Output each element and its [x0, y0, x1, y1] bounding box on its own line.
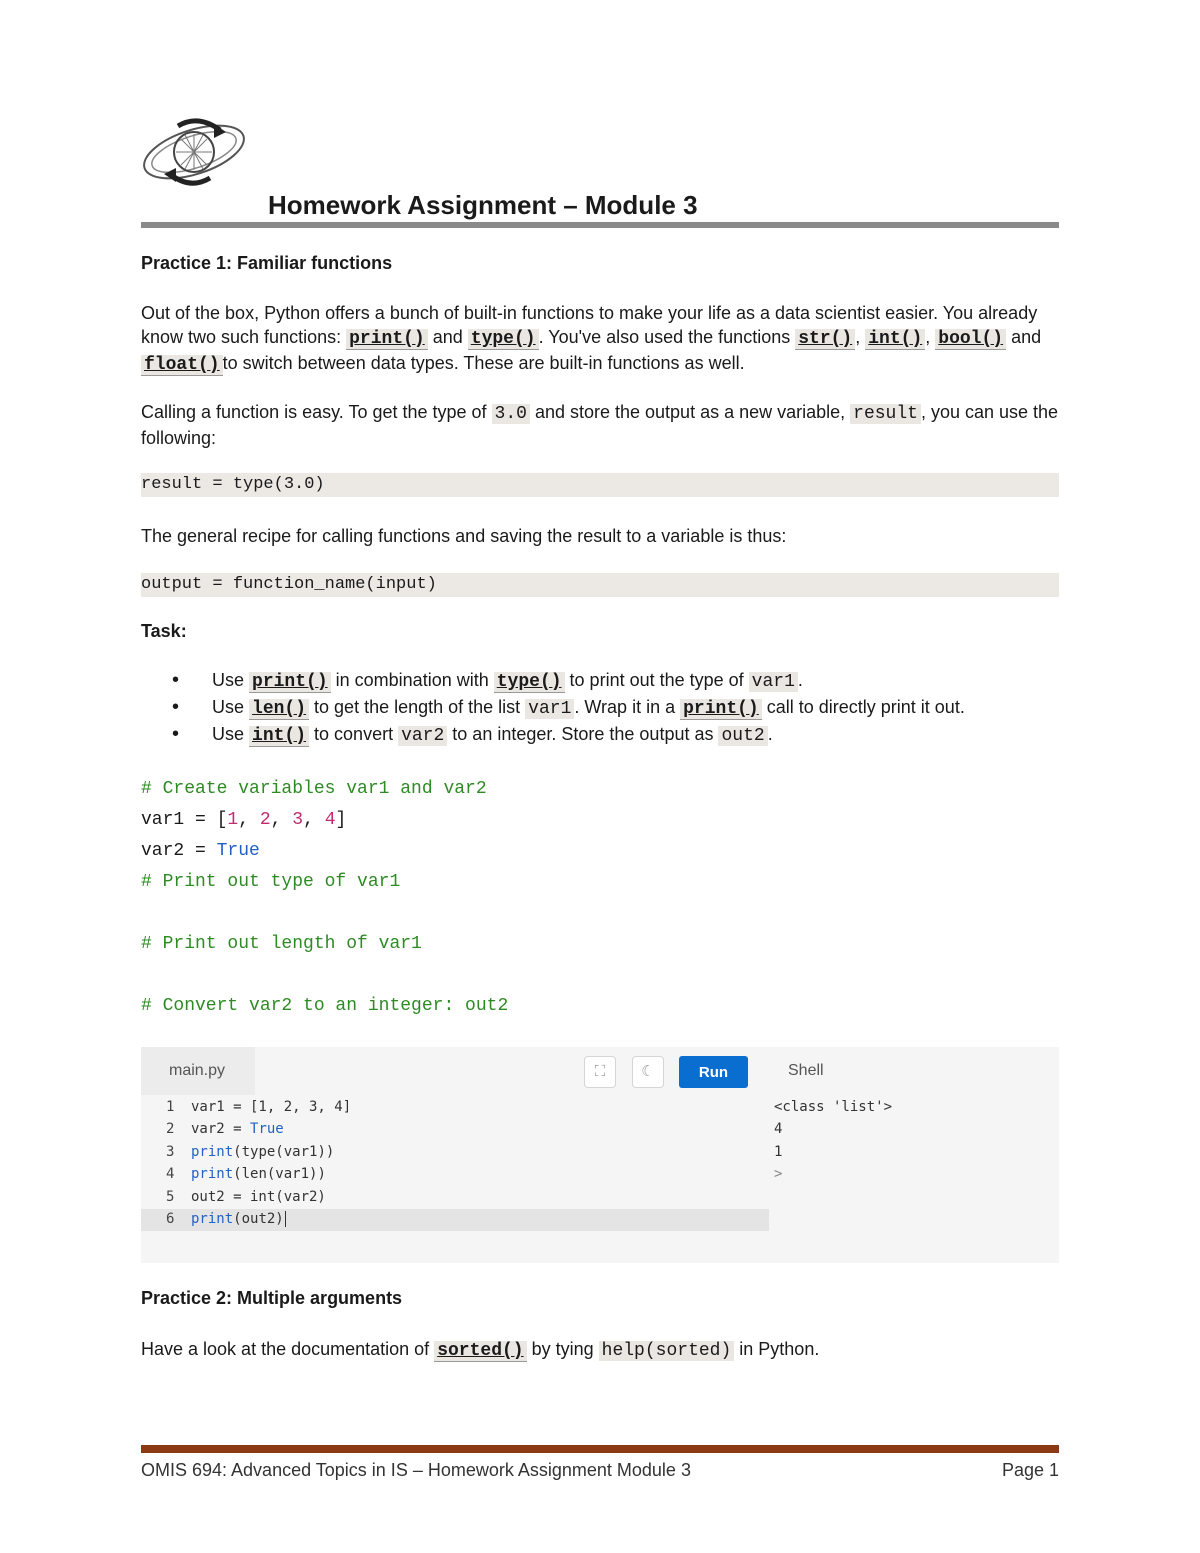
text: Calling a function is easy. To get the type of — [141, 402, 492, 422]
comment: # Create variables var1 and var2 — [141, 779, 487, 799]
comment: # Print out type of var1 — [141, 872, 401, 892]
keyword: print — [191, 1144, 234, 1160]
int-function[interactable]: int() — [249, 726, 309, 747]
text: . — [797, 670, 803, 690]
code-text: (len(var1)) — [233, 1166, 326, 1182]
code-line — [191, 1099, 351, 1115]
text: Use — [212, 724, 250, 744]
code-text: var1 = [ — [141, 810, 228, 830]
expand-icon[interactable]: ⛶ — [584, 1056, 616, 1088]
script-listing — [141, 774, 508, 1022]
text: , — [925, 327, 936, 347]
sorted-function[interactable]: sorted() — [434, 1341, 526, 1362]
task-list — [172, 668, 965, 749]
inline-code: var1 — [749, 672, 798, 692]
code-line — [191, 1166, 326, 1182]
code-text: ] — [335, 810, 347, 830]
shell-prompt[interactable]: > — [774, 1166, 783, 1182]
footer-left: OMIS 694: Advanced Topics in IS – Homework Assignment Module 3 — [141, 1460, 691, 1480]
list-item — [172, 695, 965, 722]
text: to print out the type of — [564, 670, 749, 690]
moon-icon[interactable]: ☾ — [632, 1056, 664, 1088]
code-text: , — [303, 810, 325, 830]
practice1-calling — [141, 400, 1061, 450]
practice1-intro — [141, 301, 1061, 377]
code-line — [191, 1189, 326, 1205]
text: to convert — [309, 724, 399, 744]
code-text: var2 = — [191, 1121, 251, 1137]
text: to switch between data types. These are built-in functions as well. — [222, 353, 745, 373]
text: by tying — [526, 1339, 599, 1359]
print-function[interactable]: print() — [680, 699, 762, 720]
code-text: , — [238, 810, 260, 830]
text: . You've also used the functions — [538, 327, 796, 347]
code-block-recipe: output = function_name(input) — [141, 573, 1059, 597]
practice1-heading: Practice 1: Familiar functions — [141, 253, 393, 273]
page-number: Page 1 — [1001, 1460, 1059, 1480]
line-number: 1 — [166, 1099, 175, 1115]
code-line — [191, 1211, 286, 1227]
code-text: out2 = int(var2) — [191, 1189, 326, 1205]
text: in combination with — [330, 670, 494, 690]
text: Use — [212, 697, 250, 717]
code-text: , — [270, 810, 293, 830]
run-button[interactable]: Run — [679, 1056, 748, 1088]
text: , — [855, 327, 866, 347]
comment: # Convert var2 to an integer: out2 — [141, 996, 509, 1016]
text: to get the length of the list — [309, 697, 526, 717]
task-heading: Task: — [141, 621, 187, 641]
str-function[interactable]: str() — [795, 329, 855, 350]
text: , you can use the following: — [141, 402, 1059, 448]
list-item — [172, 668, 965, 695]
inline-code: 3.0 — [492, 404, 530, 424]
practice2-text — [141, 1337, 1061, 1363]
inline-code: var1 — [525, 699, 574, 719]
keyword: True — [216, 841, 260, 861]
bool-function[interactable]: bool() — [935, 329, 1006, 350]
float-function[interactable]: float() — [141, 355, 223, 376]
text: . — [767, 724, 773, 744]
code-text: var1 = [1, 2, 3, 4] — [191, 1099, 352, 1115]
line-number: 6 — [166, 1211, 175, 1227]
print-function[interactable]: print() — [346, 329, 428, 350]
len-function[interactable]: len() — [249, 699, 309, 720]
keyword: print — [191, 1211, 234, 1227]
text: and — [427, 327, 468, 347]
line-number: 2 — [166, 1121, 175, 1137]
code-text: (type(var1)) — [233, 1144, 335, 1160]
practice2-heading: Practice 2: Multiple arguments — [141, 1288, 403, 1308]
number: 4 — [324, 810, 336, 830]
text: Use — [212, 670, 250, 690]
number: 2 — [259, 810, 271, 830]
code-line — [191, 1121, 284, 1137]
text: and store the output as a new variable, — [529, 402, 851, 422]
inline-code: var2 — [398, 726, 447, 746]
tab-main-py[interactable]: main.py — [141, 1047, 255, 1095]
code-text: var2 = — [141, 841, 217, 861]
title-divider — [141, 222, 1059, 228]
int-function[interactable]: int() — [865, 329, 925, 350]
page-title: Homework Assignment – Module 3 — [268, 190, 698, 220]
shell-output-line: <class 'list'> — [774, 1099, 893, 1115]
inline-code: help(sorted) — [599, 1341, 735, 1361]
footer-divider — [141, 1445, 1059, 1453]
line-number: 3 — [166, 1144, 175, 1160]
orbit-logo-icon — [138, 112, 254, 198]
type-function[interactable]: type() — [468, 329, 539, 350]
shell-output-line: 1 — [774, 1144, 783, 1160]
text: . Wrap it in a — [574, 697, 681, 717]
line-number: 5 — [166, 1189, 175, 1205]
shell-output-line: 4 — [774, 1121, 783, 1137]
type-function[interactable]: type() — [494, 672, 565, 693]
text: Have a look at the documentation of — [141, 1339, 435, 1359]
keyword: True — [250, 1121, 284, 1137]
list-item — [172, 722, 965, 749]
keyword: print — [191, 1166, 234, 1182]
number: 1 — [227, 810, 239, 830]
text: call to directly print it out. — [761, 697, 965, 717]
practice1-recipe: The general recipe for calling functions and saving the result to a variable is thus: — [141, 526, 787, 546]
code-text: (out2) — [233, 1211, 284, 1227]
comment: # Print out length of var1 — [141, 934, 422, 954]
inline-code: out2 — [718, 726, 767, 746]
print-function[interactable]: print() — [249, 672, 331, 693]
code-line — [191, 1144, 334, 1160]
text: and — [1006, 327, 1042, 347]
code-block-result: result = type(3.0) — [141, 473, 1059, 497]
text: in Python. — [734, 1339, 820, 1359]
text: to an integer. Store the output as — [447, 724, 719, 744]
line-number: 4 — [166, 1166, 175, 1182]
number: 3 — [292, 810, 304, 830]
inline-code: result — [850, 404, 921, 424]
shell-label: Shell — [788, 1062, 824, 1079]
text: Out of the box, Python offers a bunch of built-in functions to make your life as a data scientist easier. You already know two such functions: — [141, 303, 1038, 347]
